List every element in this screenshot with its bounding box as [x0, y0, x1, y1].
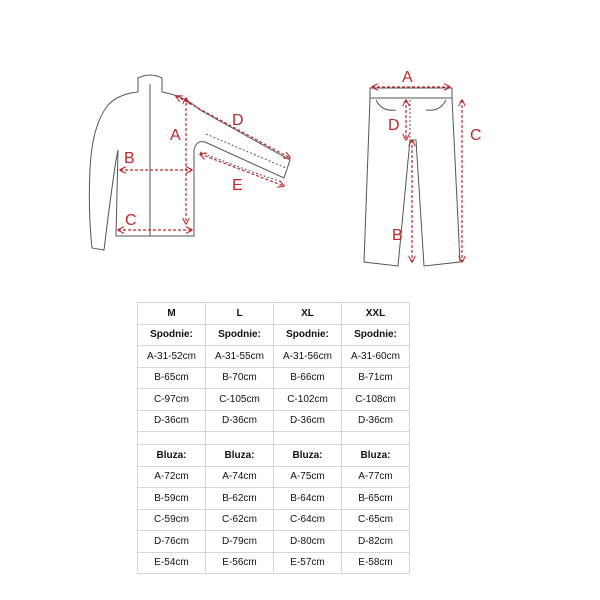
table-cell: C-102cm — [274, 389, 342, 411]
table-row — [138, 346, 410, 368]
table-cell: B-65cm — [138, 367, 206, 389]
size-table — [137, 302, 410, 574]
size-header-xl: XL — [274, 303, 342, 325]
table-cell: C-108cm — [342, 389, 410, 411]
table-cell: C-97cm — [138, 389, 206, 411]
table-cell: D-36cm — [138, 410, 206, 432]
table-cell: E-57cm — [274, 552, 342, 574]
spacer-cell — [274, 432, 342, 445]
table-cell: A-72cm — [138, 466, 206, 488]
table-row — [138, 410, 410, 432]
table-row — [138, 466, 410, 488]
table-cell: A-31-60cm — [342, 346, 410, 368]
pants-label-c: C — [470, 127, 482, 144]
table-row — [138, 509, 410, 531]
table-cell: C-62cm — [206, 509, 274, 531]
size-header-m: M — [138, 303, 206, 325]
jacket-title-row — [138, 445, 410, 467]
table-cell: A-77cm — [342, 466, 410, 488]
table-cell: B-71cm — [342, 367, 410, 389]
size-header-row — [138, 303, 410, 325]
table-cell: B-62cm — [206, 488, 274, 510]
table-row — [138, 531, 410, 553]
measurement-diagram — [0, 0, 600, 290]
spacer-cell — [138, 432, 206, 445]
table-cell: E-54cm — [138, 552, 206, 574]
size-header-xxl: XXL — [342, 303, 410, 325]
table-cell: B-59cm — [138, 488, 206, 510]
table-cell: E-56cm — [206, 552, 274, 574]
jacket-label-d: D — [232, 112, 244, 129]
pants-title: Spodnie: — [342, 324, 410, 346]
table-cell: B-66cm — [274, 367, 342, 389]
table-cell: D-79cm — [206, 531, 274, 553]
pants-title-row — [138, 324, 410, 346]
spacer-cell — [342, 432, 410, 445]
jacket-measure-lines — [118, 96, 290, 230]
table-cell: D-36cm — [206, 410, 274, 432]
table-cell: A-31-52cm — [138, 346, 206, 368]
table-cell: A-75cm — [274, 466, 342, 488]
size-header-l: L — [206, 303, 274, 325]
table-row — [138, 367, 410, 389]
measurement-diagram-svg — [0, 0, 600, 290]
table-cell: C-59cm — [138, 509, 206, 531]
jacket-title: Bluza: — [274, 445, 342, 467]
table-cell: C-105cm — [206, 389, 274, 411]
table-cell: D-36cm — [342, 410, 410, 432]
table-cell: B-70cm — [206, 367, 274, 389]
table-cell: D-82cm — [342, 531, 410, 553]
jacket-label-e: E — [232, 177, 243, 194]
table-cell: C-65cm — [342, 509, 410, 531]
table-cell: D-36cm — [274, 410, 342, 432]
pants-measure-lines — [372, 87, 462, 262]
jacket-title: Bluza: — [138, 445, 206, 467]
table-cell: E-58cm — [342, 552, 410, 574]
pants-label-b: B — [392, 227, 403, 244]
jacket-label-c: C — [125, 212, 137, 229]
table-cell: A-74cm — [206, 466, 274, 488]
table-cell: A-31-55cm — [206, 346, 274, 368]
spacer-row — [138, 432, 410, 445]
table-row — [138, 389, 410, 411]
pants-label-a: A — [402, 69, 413, 86]
table-cell: D-80cm — [274, 531, 342, 553]
table-row — [138, 552, 410, 574]
pants-label-d: D — [388, 117, 400, 134]
jacket-title: Bluza: — [206, 445, 274, 467]
table-cell: B-64cm — [274, 488, 342, 510]
table-cell: A-31-56cm — [274, 346, 342, 368]
pants-title: Spodnie: — [206, 324, 274, 346]
jacket-title: Bluza: — [342, 445, 410, 467]
jacket-label-a: A — [170, 127, 181, 144]
table-cell: D-76cm — [138, 531, 206, 553]
table-cell: C-64cm — [274, 509, 342, 531]
table-row — [138, 488, 410, 510]
jacket-outline — [89, 75, 290, 250]
jacket-label-b: B — [124, 150, 135, 167]
table-cell: B-65cm — [342, 488, 410, 510]
pants-title: Spodnie: — [138, 324, 206, 346]
pants-title: Spodnie: — [274, 324, 342, 346]
spacer-cell — [206, 432, 274, 445]
